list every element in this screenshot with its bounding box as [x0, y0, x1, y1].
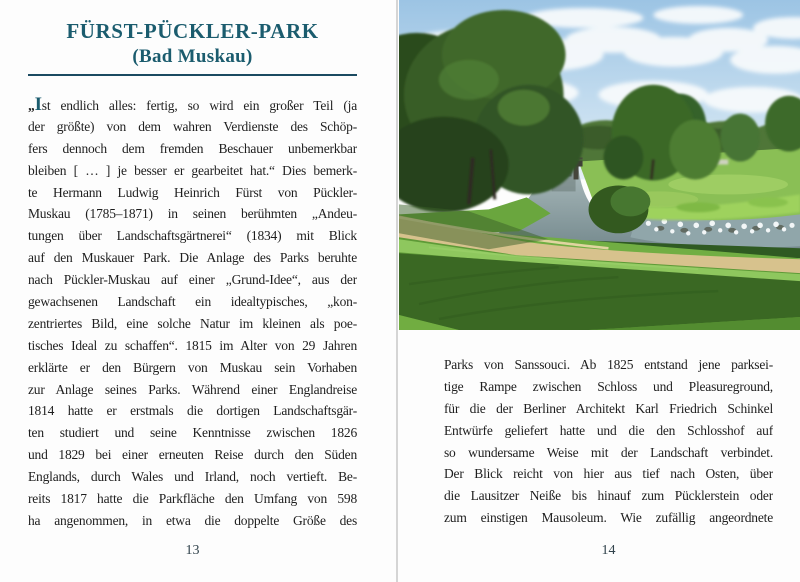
right-body-lines [444, 354, 773, 529]
text-line: Parks von Sanssouci. Ab 1825 entstand jene parksei- [444, 357, 773, 372]
text-line: ten studiert und seine Kenntnisse zwischen 1826 [28, 425, 357, 441]
left-body-lines [28, 116, 357, 532]
text-line: die Lausitzer Neiße bis hinauf zum Pücklerstein oder [444, 488, 773, 504]
text-line: zentriertes Bild, eine solche Natur im kleinen als poe- [28, 315, 357, 331]
park-photo-illustration [399, 0, 800, 330]
text-line: tige Rampe zwischen Schloss und Pleasureground, [444, 378, 773, 394]
text-line: 1814 hatte er erstmals die dortigen Landschaftsgär- [28, 403, 357, 419]
left-trees [399, 10, 584, 212]
page-number-left: 13 [185, 543, 200, 558]
text-line-first [28, 94, 357, 116]
text-line: zum einstigen Mausoleum. Wie zufällig angeordnete [444, 510, 773, 526]
text-line: te Hermann Ludwig Heinrich Fürst von Pückler- [28, 184, 357, 200]
text-line: Der Blick reicht von hier aus tief nach Osten, über [444, 466, 773, 482]
page-title [28, 18, 357, 69]
text-line: so wundersame Weise mit der Landschaft verbindet. [444, 444, 773, 460]
page-number-right: 14 [601, 543, 616, 558]
text-line: gewachsenen Landschaft ein idealtypisches, „kon- [28, 294, 357, 310]
park-photo [399, 0, 800, 330]
text-line: bleiben [ … ] je besser er gearbeitet hat.“ Dies bemerk- [28, 162, 357, 178]
text-line: für die der Berliner Architekt Karl Friedrich Schinkel [444, 400, 773, 416]
text-line: auf den Muskauer Park. Die Anlage des Parks beruhte [28, 250, 357, 266]
text-line: tungen über Landschaftsgärtnerei“ (1834) mit Blick [28, 228, 357, 244]
text-line: tisches Ideal zu schaffen“. 1815 im Alter von 29 Jahren [28, 337, 357, 353]
title-rule [28, 74, 357, 76]
left-text-block [28, 94, 357, 532]
first-line-text: st endlich alles: fertig, so wird ein großer Teil (ja [41, 98, 357, 113]
title-line-1: FÜRST-PÜCKLER-PARK [66, 19, 319, 43]
opening-quote: „ [28, 98, 35, 113]
text-line: erklärte er den Bürgern von Muskau sein Vorhaben [28, 359, 357, 375]
drop-cap: I [34, 94, 42, 115]
text-line: Muskau (1785–1871) in seinen berühmten „Andeu- [28, 206, 357, 222]
text-line: nach Pückler-Muskau auf einer „Grund-Idee“, aus der [28, 272, 357, 288]
text-line: reits 1817 hatte die Parkfläche den Umfang von 598 [28, 491, 357, 507]
text-line: Englands, durch Wales und Irland, noch vertieft. Be- [28, 469, 357, 485]
right-text-block [444, 354, 773, 529]
text-line: ha angenommen, in etwa die doppelte Größe des [28, 512, 357, 528]
text-line: fers dennoch dem fremden Beschauer unbemerkbar [28, 140, 357, 156]
right-page [398, 0, 800, 582]
title-line-2: (Bad Muskau) [132, 46, 253, 67]
text-line: Entwürfe geliefert hatte und die den Schlosshof auf [444, 422, 773, 438]
text-line: zur Anlage seines Parks. Während einer Englandreise [28, 381, 357, 397]
text-line: und 1829 bei einer erneuten Reise durch den Süden [28, 447, 357, 463]
text-line: der größte) von dem wahren Verdienste des Schöp- [28, 118, 357, 134]
left-page [0, 0, 396, 582]
